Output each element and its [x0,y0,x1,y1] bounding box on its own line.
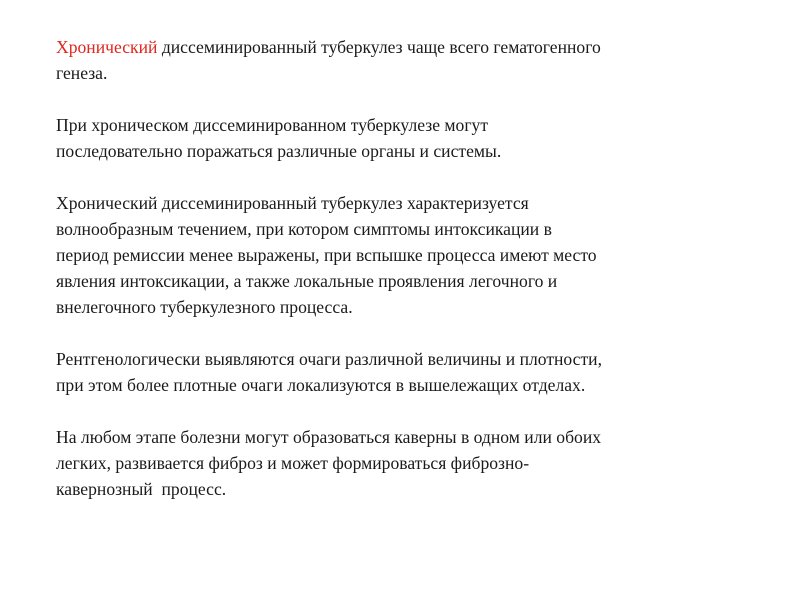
paragraph-1-line-1: диссеминированный туберкулез чаще всего гематогенного [157,37,601,57]
paragraph-5-line-3: кавернозный процесс. [56,479,227,499]
paragraph-5-line-1: На любом этапе болезни могут образоваться каверны в одном или обоих [56,427,602,447]
paragraph-3-line-5: внелегочного туберкулезного процесса. [56,297,353,317]
paragraph-3-line-1: Хронический диссеминированный туберкулез характеризуется [56,193,529,213]
paragraph-4-line-1: Рентгенологически выявляются очаги различной величины и плотности, [56,349,602,369]
paragraph-2 [56,112,766,164]
paragraph-3-line-2: волнообразным течением, при котором симптомы интоксикации в [56,219,552,239]
paragraph-3-line-4: явления интоксикации, а также локальные проявления легочного и [56,271,558,291]
paragraph-2-line-1: При хроническом диссеминированном туберкулезе могут [56,115,489,135]
paragraph-5 [56,424,766,502]
highlighted-term: Хронический [56,37,158,57]
paragraph-5-line-2: легких, развивается фиброз и может формироваться фиброзно- [56,453,530,473]
paragraph-2-line-2: последовательно поражаться различные органы и системы. [56,141,502,161]
paragraph-1-line-2: генеза. [56,63,108,83]
slide-text-body [56,34,766,528]
paragraph-3-line-3: период ремиссии менее выражены, при вспышке процесса имеют место [56,245,597,265]
paragraph-4-line-2: при этом более плотные очаги локализуются в вышележащих отделах. [56,375,586,395]
paragraph-1 [56,34,766,86]
paragraph-3 [56,190,766,320]
paragraph-4 [56,346,766,398]
